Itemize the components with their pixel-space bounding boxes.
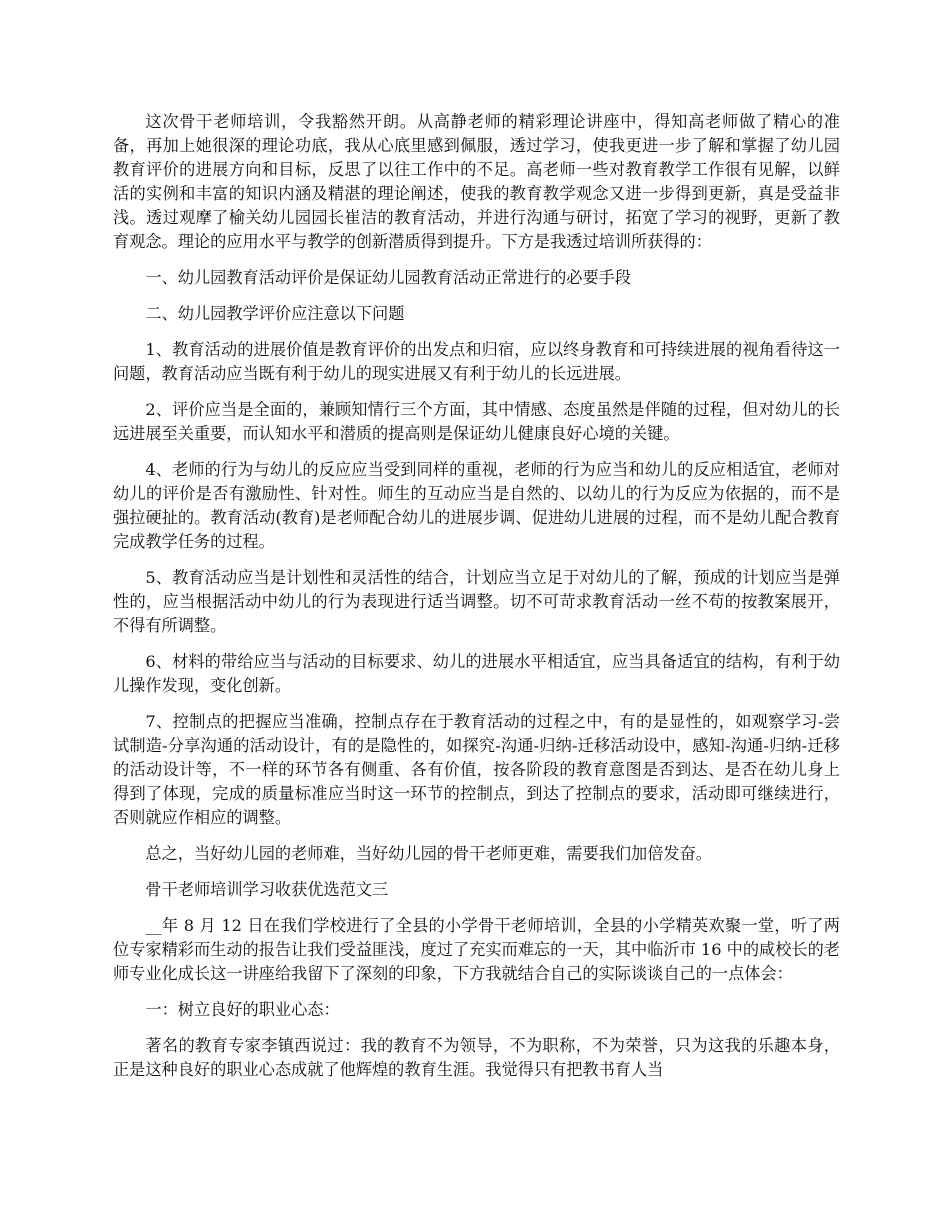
heading-section-2: 二、幼儿园教学评价应注意以下问题 (145, 304, 405, 323)
point-1-paragraph: 1、教育活动的进展价值是教育评价的出发点和归宿，应以终身教育和可持续进展的视角看待这一问题，教育活动应当既有利于幼儿的现实进展又有利于幼儿的长远进展。 (113, 340, 840, 383)
essay-3-heading-1: 一：树立良好的职业心态： (145, 1000, 340, 1019)
document-body (113, 110, 840, 1094)
intro-paragraph: 这次骨干老师培训，令我豁然开朗。从高静老师的精彩理论讲座中，得知高老师做了精心的准备，再加上她很深的理论功底，我从心底里感到佩服，透过学习，使我更进一步了解和掌握了幼儿园教育评价的进展方向和目标，反思了以往工作中的不足。高老师一些对教育教学工作很有见解，以鲜活的实例和丰富的知识内涵及精湛的理论阐述，使我的教育教学观念又进一步得到更新，真是受益非浅。透过观摩了榆关幼儿园园长崔洁的教育活动，并进行沟通与研讨，拓宽了学习的视野，更新了教育观念。理论的应用水平与教学的创新潜质得到提升。下方是我透过培训所获得的： (113, 112, 840, 251)
conclusion-paragraph: 总之，当好幼儿园的老师难，当好幼儿园的骨干老师更难，需要我们加倍发奋。 (145, 844, 712, 863)
essay-3-paragraph-1: 著名的教育专家李镇西说过：我的教育不为领导，不为职称，不为荣誉，只为这我的乐趣本身，正是这种良好的职业心态成就了他辉煌的教育生涯。我觉得只有把教书育人当 (113, 1036, 840, 1079)
point-5-paragraph: 5、教育活动应当是计划性和灵活性的结合，计划应当立足于对幼儿的了解，预成的计划应当是弹性的，应当根据活动中幼儿的行为表现进行适当调整。切不可苛求教育活动一丝不苟的按教案展开，不得有所调整。 (113, 568, 840, 635)
essay-3-intro-paragraph: __年 8 月 12 日在我们学校进行了全县的小学骨干老师培训，全县的小学精英欢聚一堂，听了两位专家精彩而生动的报告让我们受益匪浅，度过了充实而难忘的一天，其中临沂市 16 中的咸校长的老师专业化成长这一讲座给我留下了深刻的印象，下方我就结合自己的实际谈谈自己的一点体会： (113, 916, 840, 983)
point-7-paragraph: 7、控制点的把握应当准确，控制点存在于教育活动的过程之中，有的是显性的，如观察学习-尝试制造-分享沟通的活动设计，有的是隐性的，如探究-沟通-归纳-迁移活动设中，感知-沟通-归纳-迁移的活动设计等，不一样的环节各有侧重、各有价值，按各阶段的教育意图是否到达、是否在幼儿身上得到了体现，完成的质量标准应当时这一环节的控制点，到达了控制点的要求，活动即可继续进行，否则就应作相应的调整。 (113, 712, 840, 827)
point-4-paragraph: 4、老师的行为与幼儿的反应应当受到同样的重视，老师的行为应当和幼儿的反应相适宜，老师对幼儿的评价是否有激励性、针对性。师生的互动应当是自然的、以幼儿的行为反应为依据的，而不是强拉硬扯的。教育活动(教育)是老师配合幼儿的进展步调、促进幼儿进展的过程，而不是幼儿配合教育完成教学任务的过程。 (113, 460, 840, 551)
point-2-paragraph: 2、评价应当是全面的，兼顾知情行三个方面，其中情感、态度虽然是伴随的过程，但对幼儿的长远进展至关重要，而认知水平和潜质的提高则是保证幼儿健康良好心境的关键。 (113, 400, 840, 443)
point-6-paragraph: 6、材料的带给应当与活动的目标要求、幼儿的进展水平相适宜，应当具备适宜的结构，有利于幼儿操作发现，变化创新。 (113, 652, 840, 695)
essay-3-title: 骨干老师培训学习收获优选范文三 (145, 880, 389, 899)
heading-section-1: 一、幼儿园教育活动评价是保证幼儿园教育活动正常进行的必要手段 (145, 268, 632, 287)
